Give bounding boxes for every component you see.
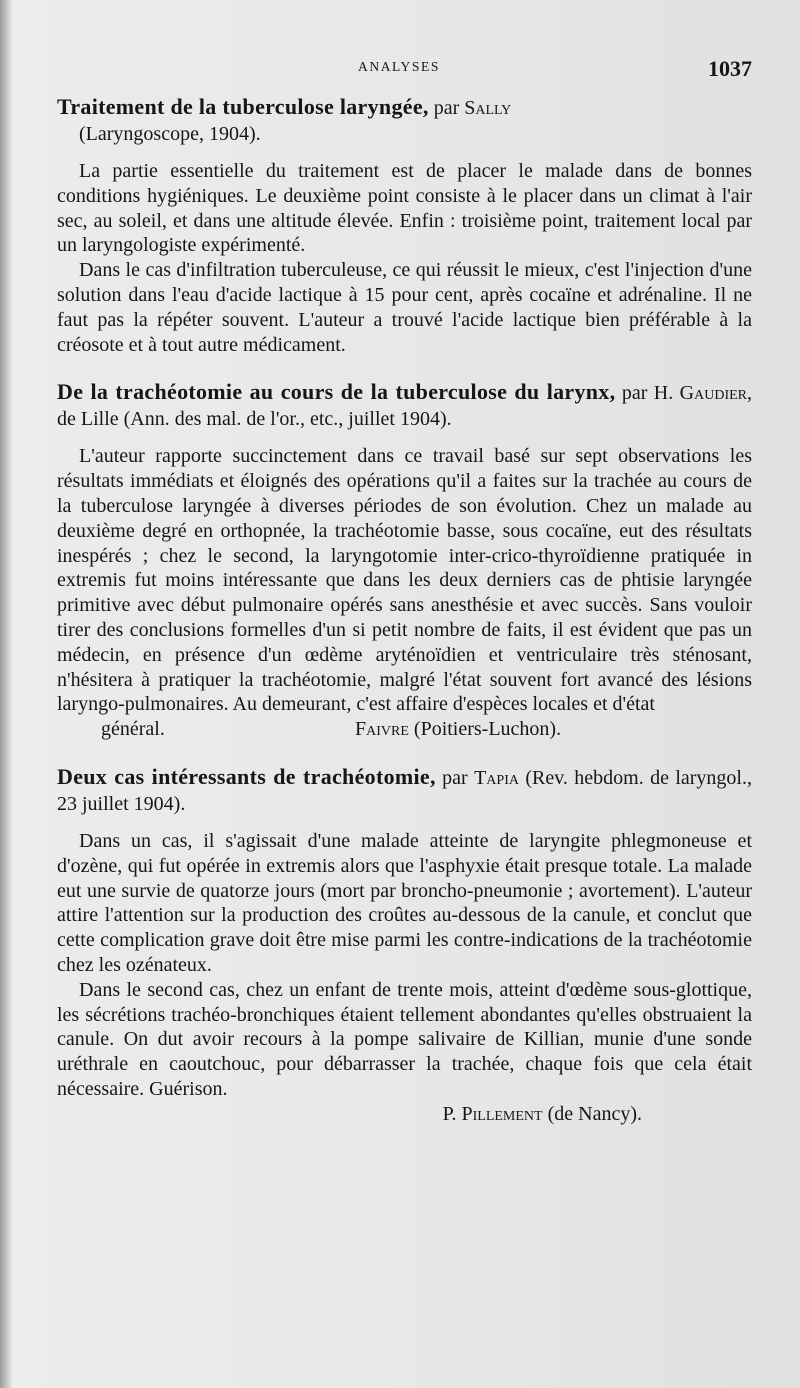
reviewer-name: Faivre bbox=[355, 718, 409, 741]
page-header bbox=[0, 56, 800, 86]
author-prefix: par H. bbox=[615, 382, 680, 405]
article-citation: , de Lille (Ann. des mal. de l'or., etc., juillet 1904). bbox=[57, 382, 752, 431]
author-name: Sally bbox=[464, 97, 512, 119]
author-prefix: par bbox=[428, 97, 465, 119]
signature-line bbox=[57, 1102, 752, 1127]
article-heading bbox=[57, 764, 752, 817]
article-tapia bbox=[57, 764, 752, 1127]
article-sally bbox=[57, 94, 752, 357]
article-title: Traitement de la tuberculose laryngée, bbox=[57, 94, 429, 119]
signature-line bbox=[57, 717, 752, 742]
paragraph: L'auteur rapporte succinctement dans ce travail basé sur sept observations les résultats immédiats et éloignés des opérations qu'il a faites sur la trachée au cours de la tuberculose laryngée à diverses périodes de son évolution. Chez un malade au deuxième degré en orthopnée, la trachéotomie basse, sous cocaïne, eut des résultats inespérés ; chez le second, la laryngotomie inter-crico-thyroïdienne pratiquée in extremis fut moins intéressante que dans les deux derniers cas de phtisie laryngée primitive avec début pulmonaire opérés sans anesthésie et avec succès. Sans vouloir tirer des conclusions formelles d'un si petit nombre de faits, il est évident que pas un médecin, en présence d'un œdème aryténoïdien et ventriculaire très sténosant, n'hésitera à pratiquer la trachéotomie, malgré l'état souvent fort avancé des lésions laryngo-pulmonaires. Au demeurant, c'est affaire d'espèces locales et d'état bbox=[57, 445, 752, 716]
reviewer-place: (Poitiers-Luchon). bbox=[413, 718, 562, 741]
author-prefix: par bbox=[435, 766, 475, 789]
article-heading bbox=[57, 94, 752, 121]
paragraph: Dans le second cas, chez un enfant de trente mois, atteint d'œdème sous-glottique, les sécrétions trachéo-bronchiques étaient tellement abondantes qu'elles obstruaient la canule. On dut avoir recours à la pompe salivaire de Killian, munie d'une sonde uréthrale en caoutchouc, pour débarrasser la trachée, chaque fois que cela était nécessaire. Guérison. bbox=[57, 978, 752, 1100]
article-gaudier bbox=[57, 379, 752, 742]
reviewer-initial: P. bbox=[442, 1102, 462, 1125]
article-title: Deux cas intéressants de trachéotomie, bbox=[57, 763, 436, 789]
reviewer-place: (de Nancy). bbox=[547, 1102, 642, 1125]
page-content bbox=[57, 94, 752, 1127]
running-head: ANALYSES bbox=[358, 59, 440, 74]
reviewer-name: Pillement bbox=[461, 1102, 543, 1125]
paragraph: Dans le cas d'infiltration tuberculeuse, ce qui réussit le mieux, c'est l'injection d'une solution dans l'eau d'acide lactique à 15 pour cent, après cocaïne et adrénaline. Il ne faut pas la répéter souvent. L'auteur a trouvé l'acide lactique bien préférable à la créosote et à tout autre médicament. bbox=[57, 259, 752, 356]
author-name: Tapia bbox=[474, 766, 519, 789]
article-citation: (Laryngoscope, 1904). bbox=[79, 123, 261, 145]
page-number: 1037 bbox=[708, 56, 752, 81]
closing-word: général. bbox=[101, 718, 165, 741]
paragraph: Dans un cas, il s'agissait d'une malade atteinte de laryngite phlegmoneuse et d'ozène, qui fut opérée in extremis alors que l'asphyxie était presque totale. La malade eut une survie de quatorze jours (mort par broncho-pneumonie ; avortement). L'auteur attire l'attention sur la production des croûtes au-dessous de la canule, et conclut que cette complication grave doit être mise parmi les contre-indications de la trachéotomie chez les ozénateux. bbox=[57, 829, 752, 976]
paragraph: La partie essentielle du traitement est de placer le malade dans de bonnes conditions hygiéniques. Le deuxième point consiste à le placer dans un climat à l'air sec, au soleil, et dans une altitude élevée. Enfin : troisième point, traitement local par un laryngologiste expérimenté. bbox=[57, 160, 752, 257]
author-name: Gaudier bbox=[679, 382, 747, 405]
article-citation: (Rev. hebdom. de laryngol., 23 juillet 1904). bbox=[57, 766, 752, 815]
article-heading bbox=[57, 379, 752, 432]
article-title: De la trachéotomie au cours de la tuberculose du larynx, bbox=[57, 379, 616, 405]
